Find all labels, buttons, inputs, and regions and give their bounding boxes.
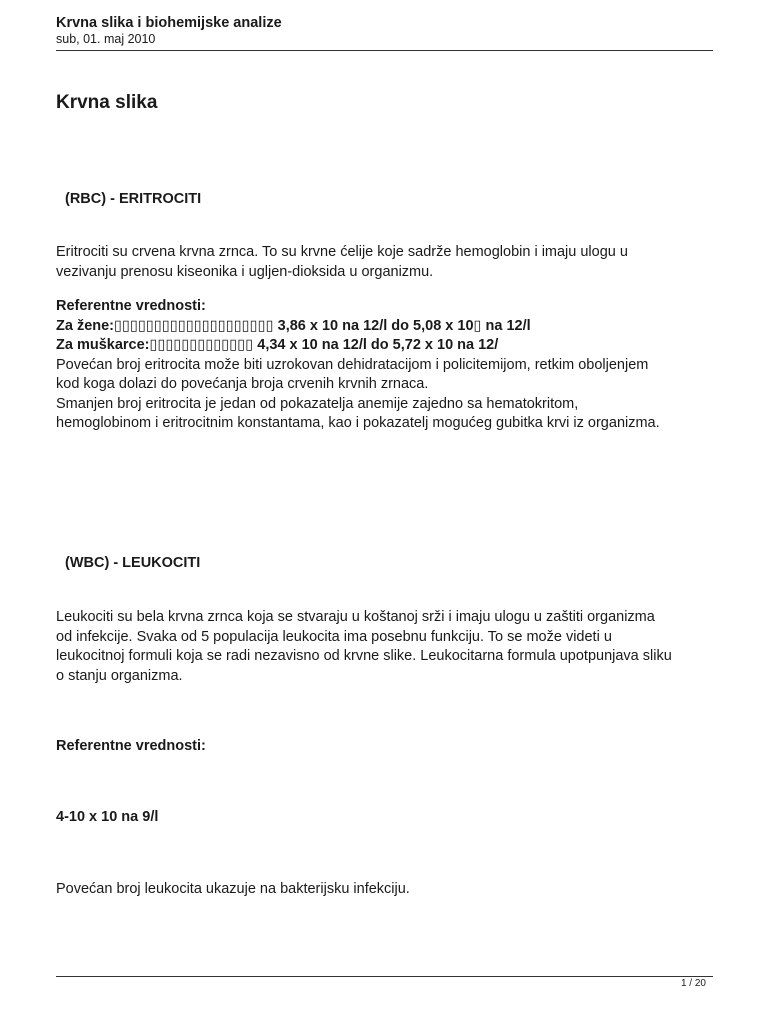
- text-line: od infekcije. Svaka od 5 populacija leukocita ima posebnu funkciju. To se može videti u: [56, 628, 612, 645]
- rbc-ref-men: Za muškarce:▯▯▯▯▯▯▯▯▯▯▯▯▯ 4,34 x 10 na 12/l do 5,72 x 10 na 12/: [56, 337, 499, 353]
- rbc-intro: [56, 243, 716, 282]
- text-line: Eritrociti su crvena krvna zrnca. To su krvne ćelije koje sadrže hemoglobin i imaju ulogu u: [56, 244, 628, 260]
- document-title: Krvna slika i biohemijske analize: [56, 15, 282, 31]
- text-line: Smanjen broj eritrocita je jedan od pokazatelja anemije zajedno sa hematokritom,: [56, 395, 579, 412]
- text-line: Povećan broj eritrocita može biti uzrokovan dehidratacijom i policitemijom, retkim oboljenjem: [56, 356, 649, 373]
- wbc-intro: [56, 608, 716, 686]
- wbc-ref-label: Referentne vrednosti:: [56, 738, 206, 754]
- footer-divider: [56, 976, 713, 977]
- text-line: kod koga dolazi do povećanja broja crvenih krvnih zrnaca.: [56, 376, 429, 392]
- wbc-note: Povećan broj leukocita ukazuje na bakterijsku infekciju.: [56, 881, 410, 897]
- header-divider: [56, 50, 713, 51]
- rbc-reference: [56, 297, 716, 434]
- document-date: sub, 01. maj 2010: [56, 32, 156, 46]
- wbc-ref-value: 4-10 x 10 na 9/l: [56, 809, 159, 825]
- page-number: 1 / 20: [680, 978, 706, 989]
- text-line: vezivanju prenosu kiseonika i ugljen-dioksida u organizmu.: [56, 263, 434, 280]
- page-heading: Krvna slika: [56, 92, 158, 113]
- rbc-heading: (RBC) - ERITROCITI: [65, 191, 202, 207]
- rbc-ref-label: Referentne vrednosti:: [56, 298, 206, 314]
- wbc-heading: (WBC) - LEUKOCITI: [65, 555, 201, 571]
- text-line: Leukociti su bela krvna zrnca koja se stvaraju u koštanoj srži i imaju ulogu u zaštiti organizma: [56, 609, 655, 625]
- text-line: o stanju organizma.: [56, 667, 183, 684]
- text-line: hemoglobinom i eritrocitnim konstantama, kao i pokazatelj mogućeg gubitka krvi iz organizma.: [56, 415, 660, 431]
- rbc-ref-women: Za žene:▯▯▯▯▯▯▯▯▯▯▯▯▯▯▯▯▯▯▯▯ 3,86 x 10 na 12/l do 5,08 x 10▯ na 12/l: [56, 317, 531, 334]
- text-line: leukocitnoj formuli koja se radi nezavisno od krvne slike. Leukocitarna formula upotpunjava sliku: [56, 648, 672, 664]
